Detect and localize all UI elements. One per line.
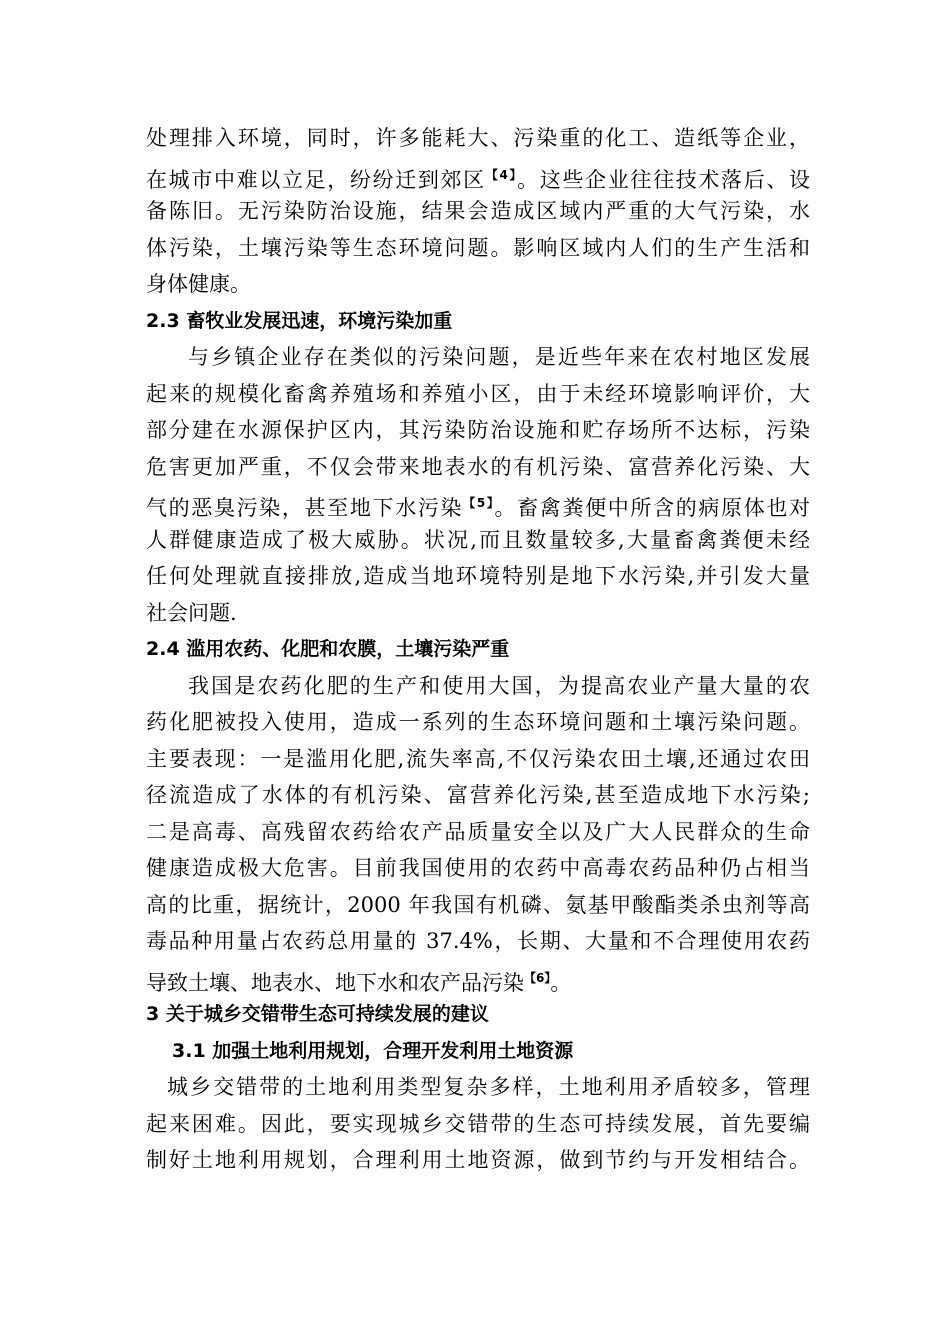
citation-ref-4: 【4】	[485, 167, 518, 182]
body-line: 备陈旧。无污染防治设施，结果会造成区域内严重的大气污染，水	[146, 199, 810, 223]
body-text: 导致土壤、地表水、地下水和农产品污染	[146, 970, 524, 995]
body-line: 药化肥被投入使用，造成一系列的生态环境问题和土壤污染问题。	[146, 710, 810, 734]
body-line: 任何处理就直接排放,造成当地环境特别是地下水污染,并引发大量	[146, 564, 810, 588]
body-line	[146, 485, 810, 522]
section-heading-2-4: 2.4 滥用农药、化肥和农膜，土壤污染严重	[146, 638, 510, 660]
body-line: 身体健康。	[146, 272, 251, 296]
body-line: 社会问题.	[146, 600, 237, 625]
body-line: 径流造成了水体的有机污染、富营养化污染,甚至造成地下水污染;	[146, 783, 810, 807]
body-line	[146, 157, 810, 194]
section-heading-3-1: 3.1 加强土地利用规划，合理开发利用土地资源	[172, 1039, 574, 1062]
body-line: 危害更加严重，不仅会带来地表水的有机污染、富营养化污染、大	[146, 454, 810, 479]
body-text: 。畜禽粪便中所含的病原体也对	[494, 496, 810, 520]
body-line	[146, 960, 810, 997]
body-text: 在城市中难以立足，纷纷迁到郊区	[146, 167, 486, 192]
document-body	[146, 120, 810, 1179]
body-line: 毒品种用量占农药总用量的 37.4%，长期、大量和不合理使用农药	[146, 929, 810, 953]
body-line: 城乡交错带的土地利用类型复杂多样，土地利用矛盾较多，管理	[167, 1075, 810, 1099]
body-line: 部分建在水源保护区内，其污染防治设施和贮存场所不达标，污染	[146, 418, 810, 442]
body-line: 高的比重，据统计，2000 年我国有机磷、氨基甲酸酯类杀虫剂等高	[146, 892, 810, 917]
body-line: 处理排入环境，同时，许多能耗大、污染重的化工、造纸等企业，	[146, 126, 810, 150]
body-text: 气的恶臭污染，甚至地下水污染	[146, 496, 464, 520]
citation-ref-5: 【5】	[463, 496, 495, 510]
body-text: 。	[550, 970, 572, 995]
citation-ref-6: 【6】	[524, 970, 551, 985]
section-heading-2-3: 2.3 畜牧业发展迅速，环境污染加重	[146, 309, 453, 332]
body-line: 健康造成极大危害。目前我国使用的农药中高毒农药品种仍占相当	[146, 856, 810, 880]
body-line: 制好土地利用规划，合理利用土地资源，做到节约与开发相结合。	[146, 1148, 810, 1172]
body-line: 我国是农药化肥的生产和使用大国，为提高农业产量大量的农	[188, 673, 810, 698]
body-line: 起来困难。因此，要实现城乡交错带的生态可持续发展，首先要编	[146, 1111, 810, 1136]
body-line: 与乡镇企业存在类似的污染问题，是近些年来在农村地区发展	[188, 345, 810, 369]
body-text: 。这些企业往往技术落后、设	[517, 167, 810, 192]
body-line: 主要表现：一是滥用化肥,流失率高,不仅污染农田土壤,还通过农田	[146, 746, 810, 771]
body-line: 起来的规模化畜禽养殖场和养殖小区，由于未经环境影响评价，大	[146, 381, 810, 406]
body-line: 二是高毒、高残留农药给农产品质量安全以及广大人民群众的生命	[146, 819, 810, 844]
section-heading-3: 3 关于城乡交错带生态可持续发展的建议	[146, 1003, 489, 1025]
body-line: 人群健康造成了极大威胁。状况,而且数量较多,大量畜禽粪便未经	[146, 527, 810, 552]
body-line: 体污染，土壤污染等生态环境问题。影响区域内人们的生产生活和	[146, 235, 810, 260]
